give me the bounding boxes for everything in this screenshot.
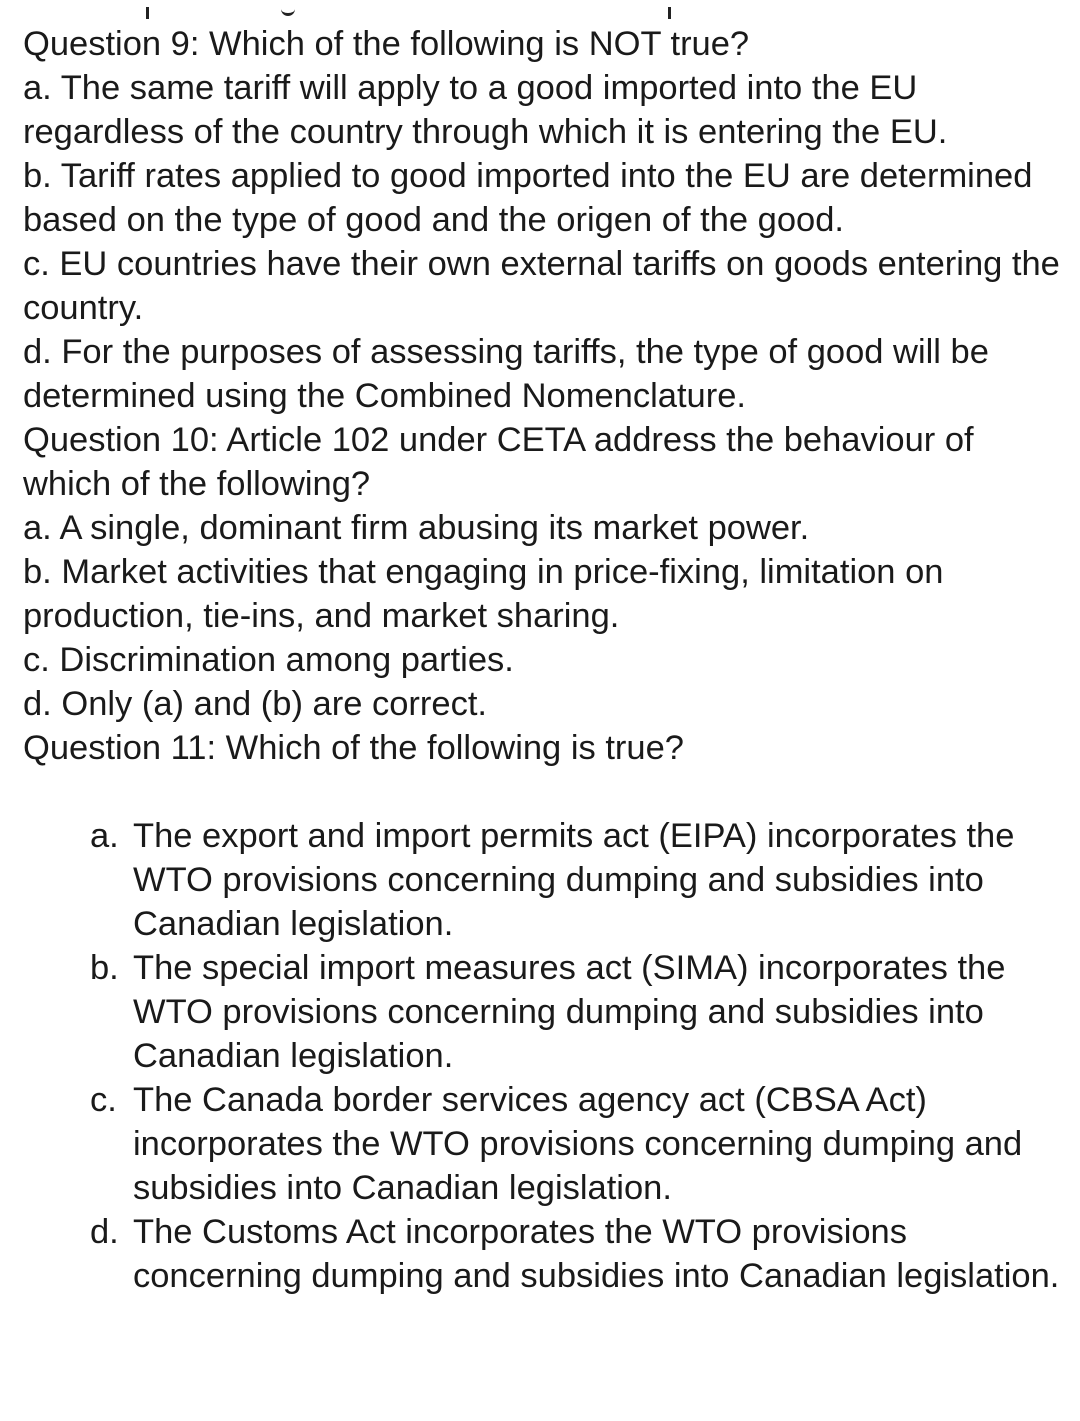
cropped-glyph	[668, 7, 671, 19]
option-letter: d.	[90, 1213, 119, 1251]
question-10-option-d: d. Only (a) and (b) are correct.	[23, 685, 487, 723]
question-11-option-b	[90, 946, 1063, 1078]
cropped-glyph	[281, 8, 295, 16]
question-10	[23, 418, 1063, 726]
question-10-text: Question 10: Article 102 under CETA address the behaviour of which of the following?	[23, 421, 974, 503]
option-text: The Customs Act incorporates the WTO provisions concerning dumping and subsidies into Canadian legislation.	[133, 1213, 1060, 1295]
question-11-text: Question 11: Which of the following is true?	[23, 729, 684, 767]
questions-content	[23, 22, 1063, 1298]
cropped-glyph	[146, 7, 149, 19]
question-9-option-a: a. The same tariff will apply to a good imported into the EU regardless of the country through which it is entering the EU.	[23, 69, 948, 151]
question-11-option-a	[90, 814, 1063, 946]
question-11-options	[23, 814, 1063, 1298]
question-10-option-c: c. Discrimination among parties.	[23, 641, 514, 679]
question-9-option-b: b. Tariff rates applied to good imported into the EU are determined based on the type of good and the origen of the good.	[23, 157, 1033, 239]
option-text: The Canada border services agency act (CBSA Act) incorporates the WTO provisions concerning dumping and subsidies into Canadian legislation.	[133, 1081, 1023, 1207]
question-11-option-c	[90, 1078, 1063, 1210]
question-9-text: Question 9: Which of the following is NOT true?	[23, 25, 750, 63]
option-text: The export and import permits act (EIPA) incorporates the WTO provisions concerning dumping and subsidies into Canadian legislation.	[133, 817, 1015, 943]
option-text: The special import measures act (SIMA) incorporates the WTO provisions concerning dumping and subsidies into Canadian legislation.	[133, 949, 1006, 1075]
question-11	[23, 726, 1063, 1298]
option-letter: c.	[90, 1081, 117, 1119]
cropped-previous-text	[0, 0, 1080, 20]
question-9	[23, 22, 1063, 418]
question-9-option-d: d. For the purposes of assessing tariffs, the type of good will be determined using the Combined Nomenclature.	[23, 333, 989, 415]
option-letter: a.	[90, 817, 119, 855]
option-letter: b.	[90, 949, 119, 987]
question-10-option-a: a. A single, dominant firm abusing its market power.	[23, 509, 810, 547]
question-9-option-c: c. EU countries have their own external tariffs on goods entering the country.	[23, 245, 1060, 327]
question-11-option-d	[90, 1210, 1063, 1298]
question-10-option-b: b. Market activities that engaging in price-fixing, limitation on production, tie-ins, and market sharing.	[23, 553, 944, 635]
